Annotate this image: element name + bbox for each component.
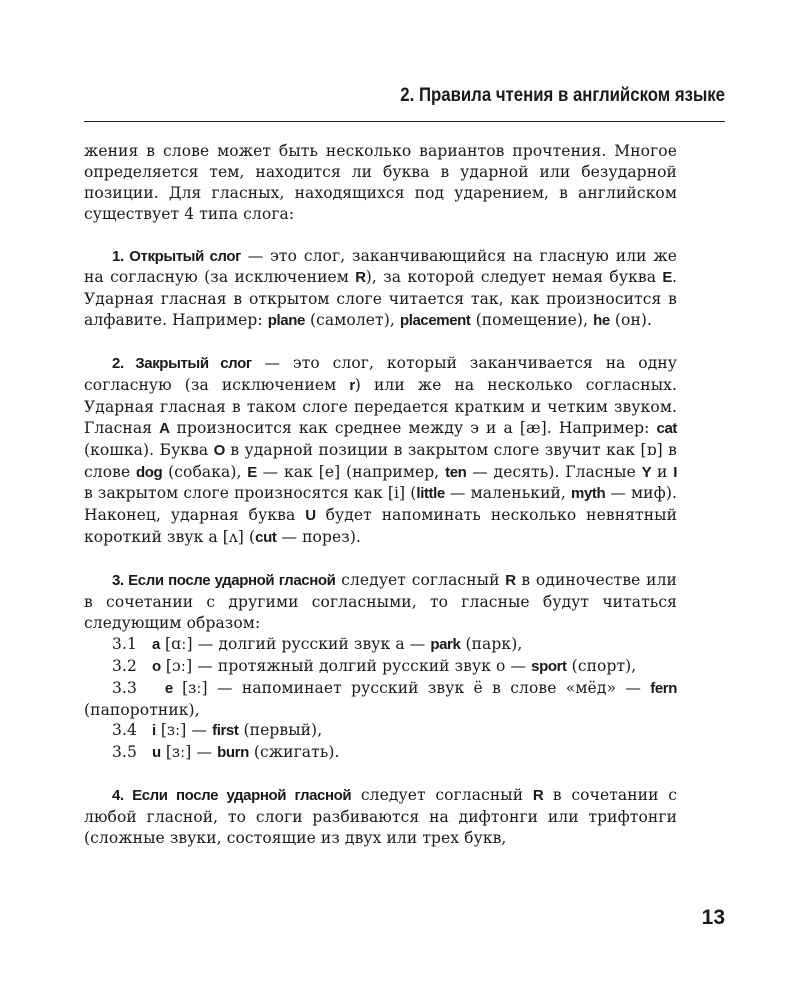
list-item: 3.4 i [ɜː] — first (первый), [112,721,323,740]
list-letter: e [164,679,173,697]
list-word: park [430,635,461,653]
list-word: first [212,722,239,740]
page-number: 13 [701,906,725,929]
letter-u: U [305,507,316,525]
list-item: 3.2 o [ɔː] — протяжный долгий русский звук о — sport (спорт), [112,656,637,675]
word-myth: myth [571,485,606,503]
header-rule [84,121,725,122]
diphthong-heading: 4. Если после ударной гласной [112,787,352,805]
page-body [84,141,677,849]
list-letter: i [152,722,156,740]
list-word: sport [531,657,567,675]
list-letter: a [152,635,160,653]
open-syllable-heading: 1. Открытый слог [112,247,241,265]
letter-e: E [662,269,672,287]
closed-syllable-paragraph: 2. Закрытый слог — это слог, который заканчивается на одну согласную (за исключением r) или же на несколько согласных. Ударная гласная в таком слоге передается кратким и четким звуком. Гласная A произносится как среднее между э и а [æ]. Например: cat (кошка). Буква O в ударной позиции в закрытом слоге звучит как [ɒ] в слове dog (собака), E — как [e] (например, ten — десять). Гласные Y и I в закрытом слоге произносятся как [i] (little — маленький, myth — миф). Наконец, ударная буква U будет напоминать несколько невнятный короткий звук а [ʌ] (cut — порез). [84,354,678,547]
intro-paragraph: жения в слове может быть несколько вариантов прочтения. Многое определяется тем, находится ли буква в ударной или безударной позиции. Для гласных, находящихся под ударением, в английском существует 4 типа слога: [84,142,677,223]
letter-y: Y [641,463,652,481]
letter-r: R [355,269,366,287]
letter-e: E [247,463,257,481]
word-little: little [416,485,445,503]
word-cut: cut [255,529,277,547]
closed-syllable-heading: 2. Закрытый слог [112,355,252,373]
list-item: 3.1 a [ɑː] — долгий русский звук а — park (парк), [112,634,523,653]
word-ten: ten [445,463,467,481]
list-letter: o [152,657,161,675]
letter-r: R [532,787,544,805]
letter-i: I [673,463,677,481]
list-letter: u [152,744,161,762]
open-syllable-paragraph: 1. Открытый слог — это слог, заканчивающийся на гласную или же на согласную (за исключением R), за которой следует немая буква E. Ударная гласная в открытом слоге читается так, как произносится в алфавите. Например: plane (самолет), placement (помещение), he (он). [84,246,677,330]
word-dog: dog [136,463,163,481]
letter-r: R [505,572,516,590]
diphthong-paragraph: 4. Если после ударной гласной следует согласный R в сочетании с любой гласной, то слоги разбиваются на дифтонги или трифтонги (сложные звуки, состоящие из двух или трех букв, [84,786,677,847]
list-item: 3.3 e [ɜː] — напоминает русский звук ё в слове «мёд» — fern (папоротник), [84,678,677,719]
r-after-vowel-heading: 3. Если после ударной гласной [112,572,336,590]
letter-o: O [213,441,225,459]
word-cat: cat [656,419,677,437]
word-plane: plane [267,312,305,330]
list-item: 3.5 u [ɜː] — burn (сжигать). [112,743,340,762]
letter-r-lower: r [349,376,355,394]
r-after-vowel-paragraph: 3. Если после ударной гласной следует согласный R в одиночестве или в сочетании с другими согласными, то гласные будут читаться следующим образом: [84,571,677,632]
letter-a: A [159,419,170,437]
word-placement: placement [399,312,471,330]
running-header: 2. Правила чтения в английском языке [400,84,725,106]
word-he: he [593,312,610,330]
list-word: burn [217,744,249,762]
list-word: fern [650,679,677,697]
